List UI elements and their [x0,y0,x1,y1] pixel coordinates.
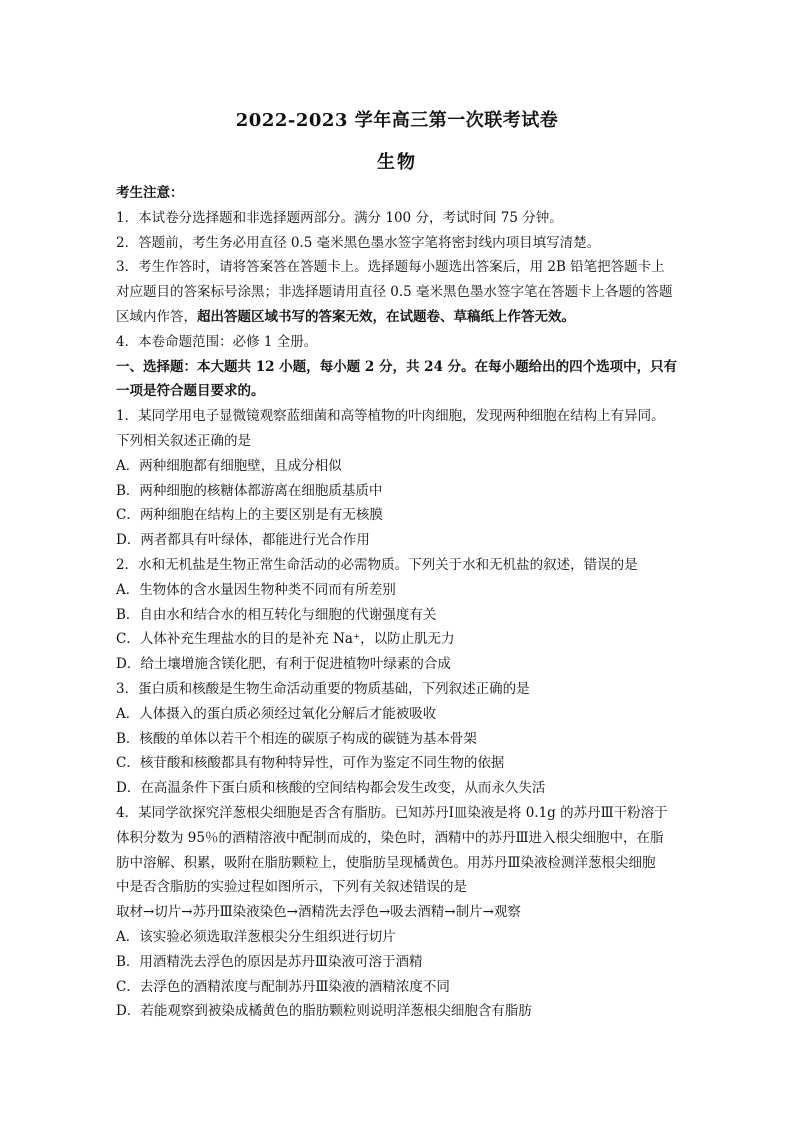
question-2-option-b: B．自由水和结合水的相互转化与细胞的代谢强度有关 [116,606,437,623]
question-4-procedure-flow: 取材→切片→苏丹Ⅲ染液染色→酒精洗去浮色→吸去酒精→制片→观察 [116,904,521,921]
question-2-stem: 2．水和无机盐是生物正常生命活动的必需物质。下列关于水和无机盐的叙述，错误的是 [116,556,638,573]
notice-heading: 考生注意： [116,185,184,201]
exam-body [116,181,682,1024]
question-4-option-c: C．去浮色的酒精浓度与配制苏丹Ⅲ染液的酒精浓度不同 [116,978,450,995]
question-1 [116,404,682,553]
question-4-stem-line-4: 中是否含脂肪的实验过程如图所示，下列有关叙述错误的是 [116,879,467,896]
question-4-option-d: D．若能观察到被染成橘黄色的脂肪颗粒则说明洋葱根尖细胞含有脂肪 [116,1003,532,1020]
question-4-stem-line-2: 体积分数为 95％的酒精溶液中配制而成的，染色时，酒精中的苏丹Ⅲ进入根尖细胞中，在脂 [116,829,664,846]
notice-item-3-line-1: 3．考生作答时，请将答案答在答题卡上。选择题每小题选出答案后，用 2B 铅笔把答题卡上 [116,259,665,276]
exam-title: 2022-2023 学年高三第一次联考试卷 [235,110,559,131]
section-1-instructions-line-1: 一、选择题：本大题共 12 小题，每小题 2 分，共 24 分。在每小题给出的四个选项中，只有 [116,358,678,375]
question-3-option-c: C．核苷酸和核酸都具有物种特异性，可作为鉴定不同生物的依据 [116,755,505,772]
question-1-stem-line-2: 下列相关叙述正确的是 [116,432,251,449]
question-4-stem-line-3: 肪中溶解、积累，吸附在脂肪颗粒上，使脂肪呈现橘黄色。用苏丹Ⅲ染液检测洋葱根尖细胞 [116,854,656,871]
notice-item-1: 1．本试卷分选择题和非选择题两部分。满分 100 分，考试时间 75 分钟。 [116,209,563,226]
notice-item-4: 4．本卷命题范围：必修 1 全册。 [116,333,318,350]
question-4 [116,801,682,1024]
question-1-option-d: D．两者都具有叶绿体，都能进行光合作用 [116,532,370,549]
question-1-stem-line-1: 1．某同学用电子显微镜观察蓝细菌和高等植物的叶肉细胞，发现两种细胞在结构上有异同。 [116,408,665,425]
question-1-option-a: A．两种细胞都有细胞壁，且成分相似 [116,457,342,474]
question-2 [116,553,682,677]
question-4-option-b: B．用酒精洗去浮色的原因是苏丹Ⅲ染液可溶于酒精 [116,953,423,970]
question-2-option-a: A．生物体的含水量因生物种类不同而有所差别 [116,581,396,598]
question-3-option-d: D．在高温条件下蛋白质和核酸的空间结构都会发生改变，从而永久失活 [116,780,546,797]
question-4-stem-line-1: 4．某同学欲探究洋葱根尖细胞是否含有脂肪。已知苏丹Ⅰ皿染液是将 0.1g 的苏丹Ⅲ干粉溶于 [116,804,668,821]
question-3 [116,677,682,801]
question-2-option-d: D．给土壤增施含镁化肥，有利于促进植物叶绿素的合成 [116,656,451,673]
question-3-option-b: B．核酸的单体以若干个相连的碳原子构成的碳链为基本骨架 [116,730,477,747]
notice-item-3-bold: 超出答题区域书写的答案无效，在试题卷、草稿纸上作答无效。 [197,308,575,325]
question-2-option-c: C．人体补充生理盐水的目的是补充 Na⁺，以防止肌无力 [116,631,455,648]
question-3-option-a: A．人体摄入的蛋白质必须经过氧化分解后才能被吸收 [116,705,437,722]
notice-item-3-line-3 [116,305,682,330]
notice-item-3-line-2: 对应题目的答案标号涂黑；非选择题请用直径 0.5 毫米黑色墨水签字笔在答题卡上各题的答题 [116,284,673,301]
question-4-option-a: A．该实验必须选取洋葱根尖分生组织进行切片 [116,928,396,945]
question-1-option-b: B．两种细胞的核糖体都游离在细胞质基质中 [116,482,383,499]
question-3-stem: 3．蛋白质和核酸是生物生命活动重要的物质基础，下列叙述正确的是 [116,680,530,697]
question-1-option-c: C．两种细胞在结构上的主要区别是有无核膜 [116,507,383,524]
notice-item-3-plain: 区域内作答， [116,308,197,325]
exam-subject: 生物 [377,152,417,173]
section-1-instructions-line-2: 一项是符合题目要求的。 [116,383,265,400]
notice-item-2: 2．答题前，考生务必用直径 0.5 毫米黑色墨水签字笔将密封线内项目填写清楚。 [116,234,601,251]
